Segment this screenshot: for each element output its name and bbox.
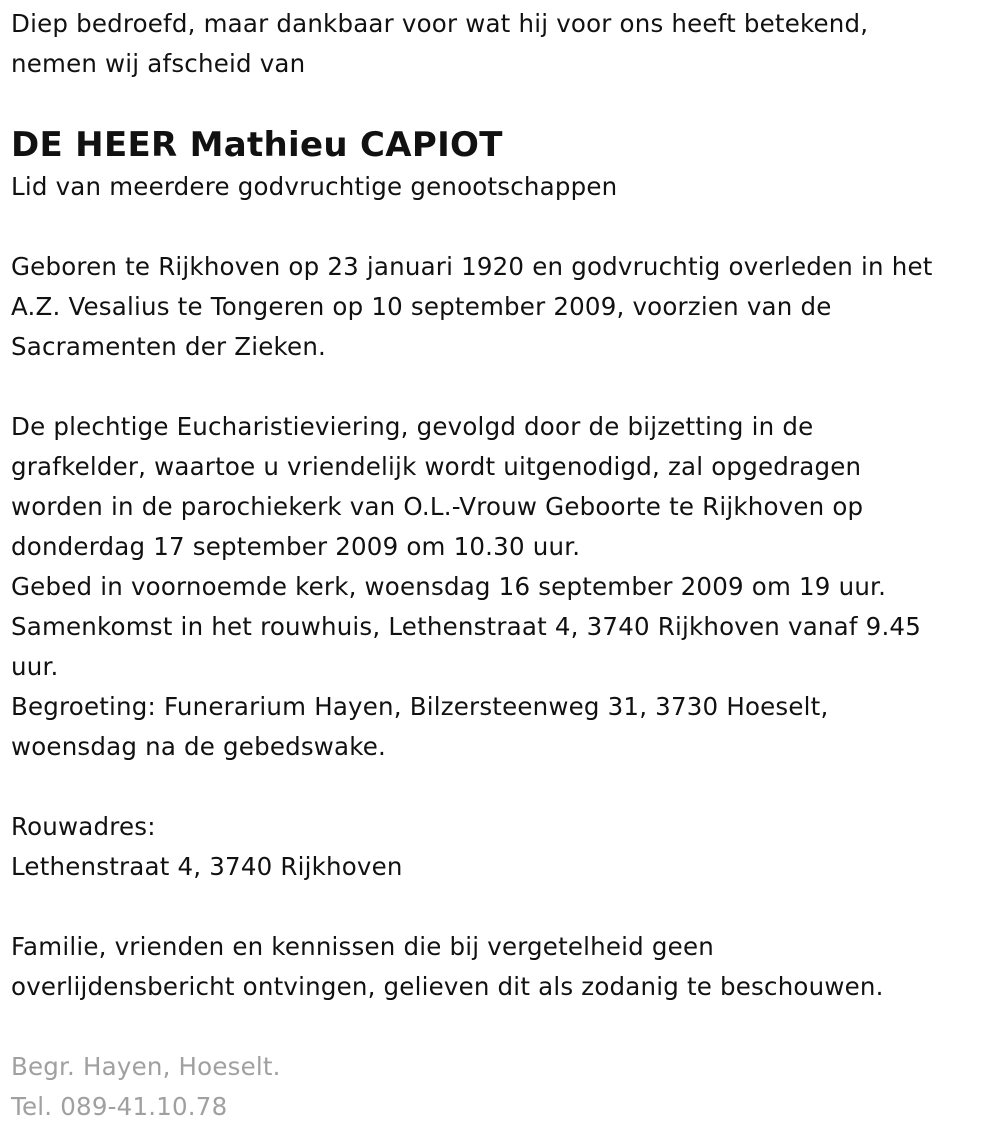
deceased-title: Lid van meerdere godvruchtige genootschappen (11, 172, 618, 201)
text-line: Geboren te Rijkhoven op 23 januari 1920 en godvruchtig overleden in het (11, 252, 933, 281)
text-line: overlijdensbericht ontvingen, gelieven dit als zodanig te beschouwen. (11, 972, 884, 1001)
text-line: uur. (11, 652, 59, 681)
intro-line: Diep bedroefd, maar dankbaar voor wat hij voor ons heeft betekend, (11, 9, 869, 38)
intro-paragraph (11, 4, 996, 84)
text-line: Begroeting: Funerarium Hayen, Bilzersteenweg 31, 3730 Hoeselt, (11, 692, 829, 721)
text-line: donderdag 17 september 2009 om 10.30 uur. (11, 532, 581, 561)
undertaker-phone: Tel. 089-41.10.78 (11, 1092, 228, 1121)
text-line: grafkelder, waartoe u vriendelijk wordt uitgenodigd, zal opgedragen (11, 452, 862, 481)
undertaker-name: Begr. Hayen, Hoeselt. (11, 1052, 281, 1081)
text-line: Gebed in voornoemde kerk, woensdag 16 september 2009 om 19 uur. (11, 572, 887, 601)
address-label: Rouwadres: (11, 812, 156, 841)
text-line: woensdag na de gebedswake. (11, 732, 387, 761)
address-value: Lethenstraat 4, 3740 Rijkhoven (11, 852, 403, 881)
intro-line: nemen wij afscheid van (11, 49, 306, 78)
text-line: De plechtige Eucharistieviering, gevolgd door de bijzetting in de (11, 412, 814, 441)
text-line: Sacramenten der Zieken. (11, 332, 327, 361)
ceremony-paragraph (11, 407, 996, 767)
undertaker-info (11, 1047, 996, 1127)
deceased-name: DE HEER Mathieu CAPIOT (11, 125, 503, 165)
text-line: Familie, vrienden en kennissen die bij vergetelheid geen (11, 932, 714, 961)
birth-death-paragraph (11, 247, 996, 367)
mourning-address (11, 807, 996, 887)
text-line: worden in de parochiekerk van O.L.-Vrouw Geboorte te Rijkhoven op (11, 492, 864, 521)
text-line: A.Z. Vesalius te Tongeren op 10 september 2009, voorzien van de (11, 292, 832, 321)
death-notice (11, 4, 996, 1127)
text-line: Samenkomst in het rouwhuis, Lethenstraat 4, 3740 Rijkhoven vanaf 9.45 (11, 612, 922, 641)
closing-paragraph (11, 927, 996, 1007)
